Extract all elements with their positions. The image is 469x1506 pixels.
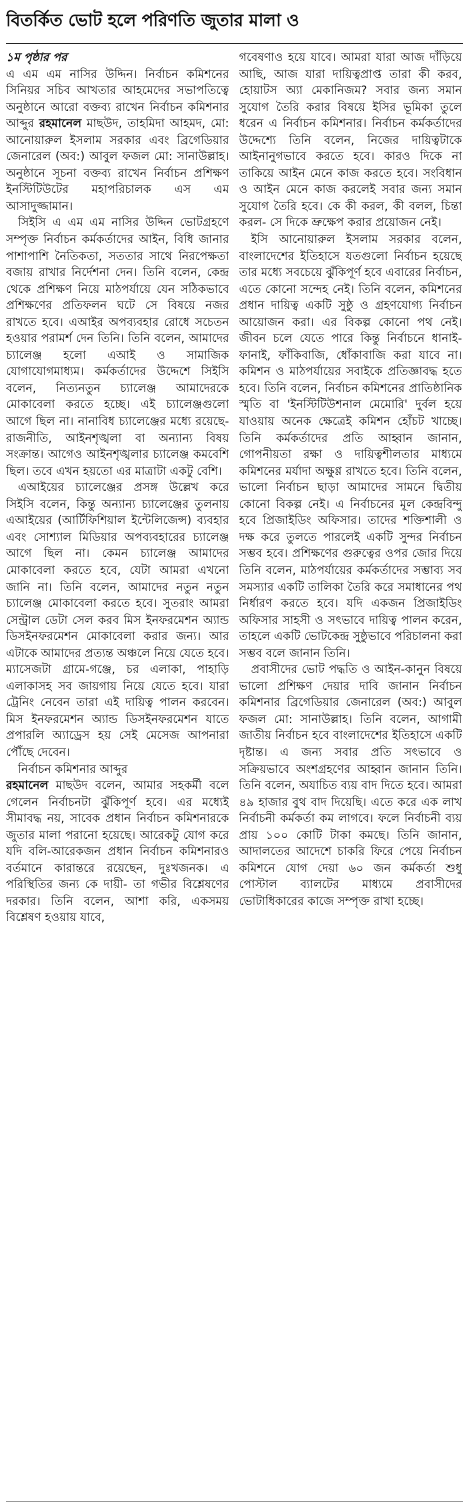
highlighted-name: রহমানেল [39,116,82,131]
paragraph-text: এ এম এম নাসির উদ্দিন। নির্বাচন কমিশনের সিনিয়র সচিব আখতার আহমেদের সভাপতিত্বে অনুষ্ঠানে আরো বক্তব্য রাখেন নির্বাচন কমিশনার আব্দুর [6,66,229,131]
article-body [6,49,463,1491]
paragraph-text: মাছউদ বলেন, আমার সহকর্মী বলে গেলেন নির্বাচনটা ঝুঁকিপূর্ণ হবে। এর মধ্যেই সীমাবদ্ধ নয়, সাবেক প্রধান নির্বাচন কমিশনারকে জুতার মালা পরানো হয়েছে। আরেকটু যোগ করে যদি বলি-আরেকজন প্রধান নির্বাচন কমিশনারও বর্তমানে কারান্তরে রয়েছেন, দুঃখজনক। এ পরিস্থিতির জন্য কে দায়ী- তা গভীর বিশ্লেষণের দরকার। তিনি বলেন, আশা করি, একসময় বিশ্লেষণ হওয়ায় যাবে, [6,778,229,925]
paragraph: গবেষণাও হয়ে যাবে। আমরা যারা আজ দাঁড়িয়ে আছি, আজ যারা দায়িত্বপ্রাপ্ত তারা কী করব, হোয়াটস অ্যা মেকানিজম? সবার জন্য সমান সুযোগ তৈরি করার বিষয়ে ইসির ভূমিকা তুলে ধরেন এ নির্বাচন কমিশনার। নির্বাচন কর্মকর্তাদের উদ্দেশ্যে তিনি বলেন, নিজের দায়িত্বটাকে আইনানুগভাবে করতে হবে। কারও দিকে না তাকিয়ে আইন মেনে কাজ করতে হবে। সংবিধান ও আইন মেনে কাজ করলেই সবার জন্য সমান সুযোগ তৈরি হবে। কে কী করল, কী বলল, চিন্তা করল- সে দিকে ভ্রুক্ষেপ করার প্রয়োজন নেই। [239,50,462,230]
paragraph: প্রবাসীদের ভোট পদ্ধতি ও আইন-কানুন বিষয়ে ভালো প্রশিক্ষণ দেয়ার দাবি জানান নির্বাচন কমিশনার ব্রিগেডিয়ার জেনারেল (অব:) আবুল ফজল মো: সানাউল্লাহ। তিনি বলেন, আগামী জাতীয় নির্বাচন হবে বাংলাদেশের ইতিহাসে একটি দৃষ্টান্ত। এ জন্য সবার প্রতি সৎভাবে ও সক্রিয়ভাবে অংশগ্রহণের আহ্বান জানান তিনি। তিনি বলেন, অযাচিত ব্যয় বাদ দিতে হবে। আমরা ৪৯ হাজার বুথ বাদ দিয়েছি। এতে করে এক লাখ নির্বাচনী কর্মকর্তা কম লাগবে। ফলে নির্বাচনী ব্যয় প্রায় ১০০ কোটি টাকা কমছে। তিনি জানান, আদালতের আদেশে চাকরি ফিরে পেয়ে নির্বাচন কমিশনে যোগ দেয়া ৬০ জন কর্মকর্তা শুধু পোস্টাল ব্যালটের মাধ্যমে প্রবাসীদের ভোটাধিকারের কাজে সম্পৃক্ত রাখা হচ্ছে। [239,662,462,908]
paragraph [6,66,229,215]
bottom-divider [6,1501,463,1502]
paragraph: সিইসি এ এম এম নাসির উদ্দিন ভোটগ্রহণে সম্পৃক্ত নির্বাচন কর্মকর্তাদের আইন, বিধি জানার পাশাপাশি নৈতিকতা, সততার সাথে নিরপেক্ষতা বজায় রাখার নির্দেশনা দেন। তিনি বলেন, কেন্দ্র থেকে প্রশিক্ষণ নিয়ে মাঠপর্যায়ে যেন সঠিকভাবে প্রশিক্ষণের প্রতিফলন ঘটে সে বিষয়ে নজর রাখতে হবে। এআইর অপব্যবহার রোধে সচেতন হওয়ার পরামর্শ দেন তিনি। তিনি বলেন, আমাদের চ্যালেঞ্জ হলো এআই ও সামাজিক যোগাযোগমাধ্যম। কর্মকর্তাদের উদ্দেশে সিইসি বলেন, নিত্যনতুন চ্যালেঞ্জ আমাদেরকে মোকাবেলা করতে হচ্ছে। এই চ্যালেঞ্জগুলো আগে ছিল না। নানাবিধ চ্যালেঞ্জের মধ্যে রয়েছে- রাজনীতি, আইনশৃঙ্খলা বা অন্যান্য বিষয় সংক্রান্ত। আগেও আইনশৃঙ্খলার চ্যালেঞ্জ কমবেশি ছিল। তবে এখন হয়তো এর মাত্রাটা একটু বেশি। [6,215,229,478]
continued-label: ১ম পৃষ্ঠার পর [6,50,67,64]
paragraph [6,761,229,926]
highlighted-name: রহমানেল [6,778,49,793]
paragraph-text: নির্বাচন কমিশনার আব্দুর [18,761,128,776]
column-left [6,49,229,1491]
column-right [239,49,462,1491]
paragraph: ইসি আনোয়ারুল ইসলাম সরকার বলেন, বাংলাদেশের ইতিহাসে যতগুলো নির্বাচন হয়েছে তার মধ্যে সবচেয়ে ঝুঁকিপূর্ণ হবে এবারের নির্বাচন, এতে কোনো সন্দেহ নেই। তিনি বলেন, কমিশনের প্রধান দায়িত্ব একটি সুষ্ঠু ও গ্রহণযোগ্য নির্বাচন আয়োজন করা। এর বিকল্প কোনো পথ নেই। জীবন চলে যেতে পারে কিন্তু নির্বাচনে ধানাই-ফানাই, ফাঁকিবাজি, ধোঁকাবাজি করা যাবে না। কমিশন ও মাঠপর্যায়ের সবাইকে প্রতিজ্ঞাবদ্ধ হতে হবে। তিনি বলেন, নির্বাচন কমিশনের প্রাতিষ্ঠানিক স্মৃতি বা 'ইনস্টিটিউশনাল মেমোরি' দুর্বল হয়ে যাওয়ায় অনেক ক্ষেত্রেই কমিশন হোঁচট খাচ্ছে। তিনি কর্মকর্তাদের প্রতি আহ্বান জানান, গোপনীয়তা রক্ষা ও দায়িত্বশীলতার মাধ্যমে কমিশনের মর্যাদা অক্ষুণ্ণ রাখতে হবে। তিনি বলেন, ভালো নির্বাচন ছাড়া আমাদের সামনে দ্বিতীয় কোনো বিকল্প নেই। এ নির্বাচনের মূল কেন্দ্রবিন্দু হবে প্রিজাইডিং অফিসার। তাদের শক্তিশালী ও দক্ষ করে তুলতে পারলেই একটি সুন্দর নির্বাচন সম্ভব হবে। প্রশিক্ষণের গুরুত্বের ওপর জোর দিয়ে তিনি বলেন, মাঠপর্যায়ের কর্মকর্তাদের সম্ভাব্য সব সমস্যার একটি তালিকা তৈরি করে সমাধানের পথ নির্ধারণ করতে হবে। যদি একজন প্রিজাইডিং অফিসার সাহসী ও সৎভাবে দায়িত্ব পালন করেন, তাহলে একটি ভোটকেন্দ্র সুষ্ঠুভাবে পরিচালনা করা সম্ভব বলে জানান তিনি। [239,232,462,660]
paragraph-text: মাছউদ, তাহমিদা আহমদ, মো: আনোয়ারুল ইসলাম সরকার এবং ব্রিগেডিয়ার জেনারেল (অব:) আবুল ফজল মো: সানাউল্লাহ। অনুষ্ঠানে সূচনা বক্তব্য রাখেন নির্বাচন প্রশিক্ষণ ইনস্টিটিউটের মহাপরিচালক এস এম আসাদুজ্জামান। [6,116,229,213]
headline: বিতর্কিত ভোট হলে পরিণতি জুতার মালা ও [6,0,463,44]
paragraph: এআইয়ের চ্যালেঞ্জের প্রসঙ্গ উল্লেখ করে সিইসি বলেন, কিন্তু অন্যান্য চ্যালেঞ্জের তুলনায় এআইয়ের (আর্টিফিশিয়াল ইন্টেলিজেন্স) ব্যবহার এবং সোশ্যাল মিডিয়ার অপব্যবহারের চ্যালেঞ্জ আগে ছিল না। কেমন চ্যালেঞ্জ আমাদের মোকাবেলা করতে হবে, যেটা আমরা এখনো জানি না। তিনি বলেন, আমাদের নতুন নতুন চ্যালেঞ্জ মোকাবেলা করতে হবে। সুতরাং আমরা সেন্ট্রাল ডেটা সেল করব মিস ইনফরমেশন অ্যান্ড ডিসইনফরমেশন মোকাবেলা করার জন্য। আর এটাকে আমাদের প্রত্যন্ত অঞ্চলে নিয়ে যেতে হবে। ম্যাসেজটা গ্রামে-গঞ্জে, চর এলাকা, পাহাড়ি এলাকাসহ সব জায়গায় নিয়ে যেতে হবে। যারা ট্রেনিং নেবেন তারা এই দায়িত্ব পালন করবেন। মিস ইনফরমেশন অ্যান্ড ডিসইনফরমেশন যাতে প্রপারলি অ্যাড্রেস হয় সেই মেসেজ আপনারা পৌঁছে দেবেন। [6,480,229,759]
